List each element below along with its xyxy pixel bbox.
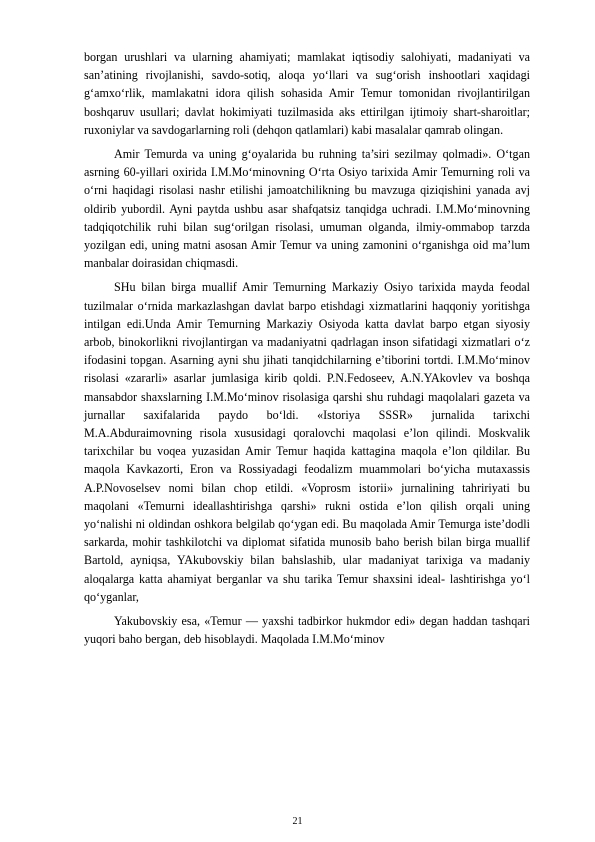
paragraph-3: SHu bilan birga muallif Amir Temurning Markaziy Osiyo tarixida mayda feodal tuzilmalar o‘rnida markazlashgan davlat barpo etishdagi xizmatlarini haqqoniy yoritishga intilgan edi.Unda Amir Temurning Markaziy Osiyoda katta davlat barpo etgan siyosiy arbob, binokorlikni rivojlantirgan va madaniyatni qadrlagan inson sifatidagi xizmatlari o‘z ifodasini topgan. Asarning ayni shu jihati tanqidchilarning e’tiborini tortdi. I.M.Mo‘minov risolasi «zararli» asarlar jumlasiga kirib qoldi. P.N.Fedoseev, A.N.YAkovlev va boshqa mansabdor shaxslarning I.M.Mo‘minov risolasiga qarshi shu ruhdagi maqolalari gazeta va jurnallar saxifalarida paydo bo‘ldi. «Istoriya SSSR» jurnalida tarixchi M.A.Abduraimovning risola xususidagi qoralovchi maqolasi e’lon qilindi. Moskvalik tarixchilar bu voqea yuzasidan Amir Temur haqida kattagina maqola e’lon qildilar. Bu maqola Kavkazorti, Eron va Rossiyadagi feodalizm muammolari bo‘yicha mutaxassis A.P.Novoselsev nomi bilan chop etildi. «Voprosm istorii» jurnalining tahririyati bu maqolani «Temurni ideallashtirishga qarshi» rukni ostida e’lon qilish orqali uning yo‘nalishi ni oldindan oshkora belgilab qo‘ygan edi. Bu maqolada Amir Temurga iste’dodli sarkarda, mohir tashkilotchi va diplomat sifatida munosib baho berish bilan birga muallif Bartold, ayniqsa, YAkubovskiy bilan bahslashib, ular madaniyat tarixiga va madaniy aloqalarga katta ahamiyat berganlar va shu tarika Temur shaxsini ideal- lashtirishga yo‘l qo‘yganlar,: [84, 280, 530, 604]
paragraph-1: borgan urushlari va ularning ahamiyati; mamlakat iqtisodiy salohiyati, madaniyati va san’atining rivojlanishi, savdo-sotiq, aloqa yo‘llari va sug‘orish inshootlari xaqidagi g‘amxo‘rlik, mamlakatni idora qilish sohasida Amir Temur tomonidan rivojlantirilgan boshqaruv usullari; davlat hokimiyati tuzilmasida aks ettirilgan ijtimoiy shart-sharoitlar; ruxoniylar va savdogarlarning roli (dehqon qatlamlari) kabi masalalar qamrab olingan.: [84, 50, 530, 137]
paragraph-4: Yakubovskiy esa, «Temur — yaxshi tadbirkor hukmdor edi» degan haddan tashqari yuqori baho bergan, deb hisoblaydi. Maqolada I.M.Mo‘minov: [84, 614, 530, 647]
document-body: [84, 48, 530, 655]
paragraph-2: Amir Temurda va uning g‘oyalarida bu ruhning ta’siri sezilmay qolmadi». O‘tgan asrning 60-yillari oxirida I.M.Mo‘minovning O‘rta Osiyo tarixida Amir Temurning roli va o‘rni haqidagi risolasi nashr etilishi jamoatchilikning bu mavzuga qiziqishini yanada avj oldirib yubordil. Ayni paytda ushbu asar shafqatsiz tanqidga uchradi. I.M.Mo‘minovning tadqiqotchilik ruhi bilan sug‘orilgan risolasi, umuman olganda, ilmiy-ommabop tarzda yozilgan edi, uning matni asosan Amir Temur va uning zamonini o‘rganishga oid ma’lum manbalar doirasidan chiqmasdi.: [84, 147, 530, 271]
page-number: 21: [292, 816, 303, 827]
